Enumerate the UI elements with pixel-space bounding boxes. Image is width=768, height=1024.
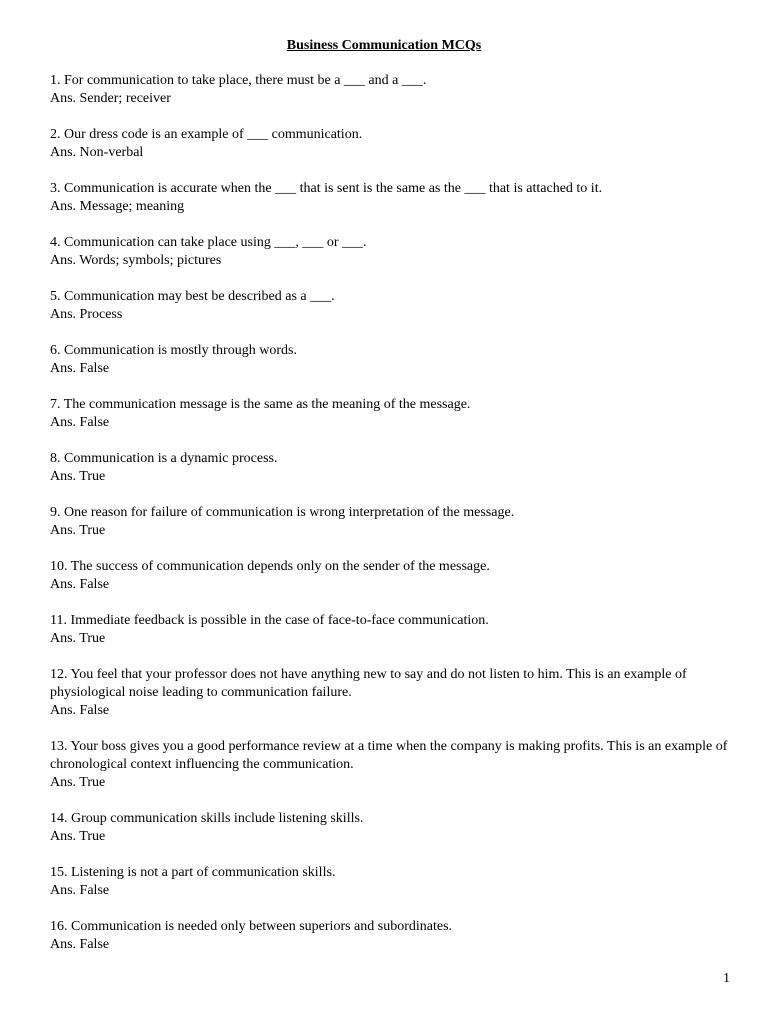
- question-item-13: [50, 738, 730, 792]
- answer-text: Ans. True: [50, 775, 106, 790]
- question-item-14: [50, 810, 730, 846]
- answer-text: Ans. Words; symbols; pictures: [50, 253, 222, 268]
- question-text: 14. Group communication skills include listening skills.: [50, 811, 364, 826]
- answer-text: Ans. False: [50, 937, 110, 952]
- answer-text: Ans. False: [50, 361, 110, 376]
- answer-text: Ans. Message; meaning: [50, 199, 185, 214]
- question-text: 13. Your boss gives you a good performance review at a time when the company is making profits. This is an example of chronological context influencing the communication.: [50, 739, 728, 772]
- question-item-16: [50, 918, 730, 954]
- question-text: 10. The success of communication depends only on the sender of the message.: [50, 559, 490, 574]
- question-item-12: [50, 666, 730, 720]
- question-text: 8. Communication is a dynamic process.: [50, 451, 278, 466]
- question-text: 5. Communication may best be described as a ___.: [50, 289, 335, 304]
- question-text: 6. Communication is mostly through words.: [50, 343, 297, 358]
- answer-text: Ans. True: [50, 631, 106, 646]
- question-text: 9. One reason for failure of communication is wrong interpretation of the message.: [50, 505, 515, 520]
- question-item-7: [50, 396, 730, 432]
- question-text: 7. The communication message is the same as the meaning of the message.: [50, 397, 471, 412]
- question-item-4: [50, 234, 730, 270]
- question-item-5: [50, 288, 730, 324]
- answer-text: Ans. True: [50, 469, 106, 484]
- answer-text: Ans. Process: [50, 307, 123, 322]
- question-text: 12. You feel that your professor does not have anything new to say and do not listen to him. This is an example of physiological noise leading to communication failure.: [50, 667, 687, 700]
- question-item-3: [50, 180, 730, 216]
- answer-text: Ans. False: [50, 703, 110, 718]
- answer-text: Ans. False: [50, 577, 110, 592]
- question-list: [50, 72, 730, 954]
- question-item-6: [50, 342, 730, 378]
- question-item-9: [50, 504, 730, 540]
- question-text: 3. Communication is accurate when the ___ that is sent is the same as the ___ that is attached to it.: [50, 181, 603, 196]
- question-item-1: [50, 72, 730, 108]
- question-item-2: [50, 126, 730, 162]
- question-text: 2. Our dress code is an example of ___ communication.: [50, 127, 363, 142]
- question-item-8: [50, 450, 730, 486]
- question-text: 1. For communication to take place, there must be a ___ and a ___.: [50, 73, 427, 88]
- question-text: 11. Immediate feedback is possible in the case of face-to-face communication.: [50, 613, 489, 628]
- answer-text: Ans. False: [50, 415, 110, 430]
- answer-text: Ans. Sender; receiver: [50, 91, 171, 106]
- answer-text: Ans. False: [50, 883, 110, 898]
- question-text: 16. Communication is needed only between superiors and subordinates.: [50, 919, 453, 934]
- question-text: 4. Communication can take place using ___, ___ or ___.: [50, 235, 367, 250]
- page-number: 1: [723, 971, 730, 986]
- question-item-15: [50, 864, 730, 900]
- question-item-10: [50, 558, 730, 594]
- answer-text: Ans. True: [50, 523, 106, 538]
- document-title: Business Communication MCQs: [286, 38, 482, 53]
- question-item-11: [50, 612, 730, 648]
- question-text: 15. Listening is not a part of communication skills.: [50, 865, 336, 880]
- answer-text: Ans. Non-verbal: [50, 145, 144, 160]
- answer-text: Ans. True: [50, 829, 106, 844]
